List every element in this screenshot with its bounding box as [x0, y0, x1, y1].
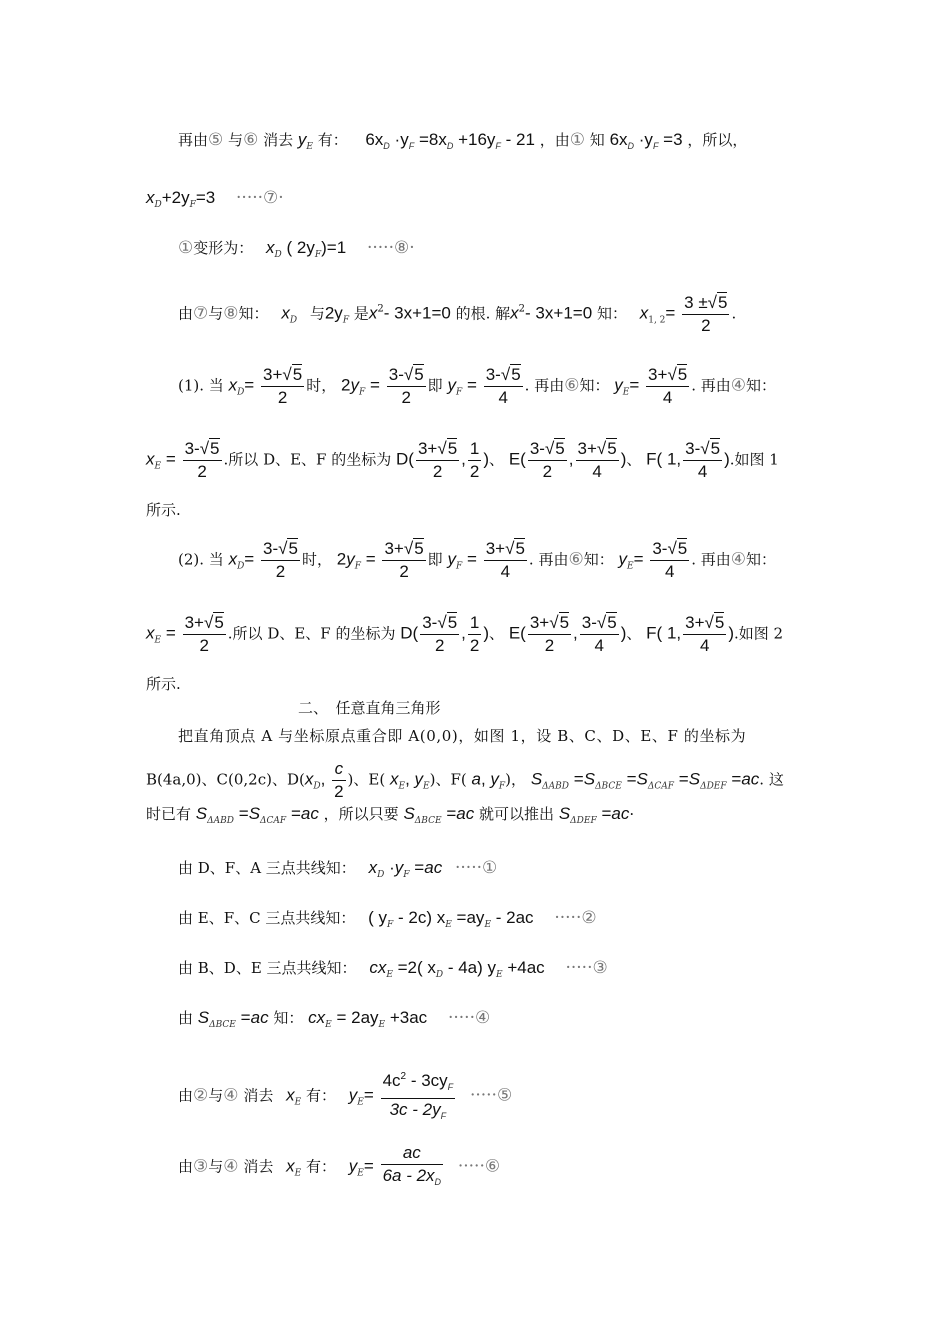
line-6: $x_E$ = $\frac{3-√5}{2}$ .所以 D、E、F 的坐标为 D( $\frac{3+√5}{2}$ , $\frac{1}{2}$ )、 E( $\frac{3-√5}{2}$ , $\frac{3+√5}{4}$ )、 F( 1, $\frac{3-√5}{4}$ ).如图 1 [146, 439, 779, 481]
equation-1: $6x_D \cdot y_F =8x_D +16y_F - 21$ [365, 130, 535, 151]
equation-line-6: 由③与④ 消去 $x_E$ 有： $y_E=$ $\frac{ac}{6a - 2x_D}$ ·····⑥ [178, 1143, 501, 1187]
circled-5: ⑤ [208, 130, 224, 150]
line-10: 所示. [146, 675, 181, 693]
line-8: (2). 当 $x_D=$ $\frac{3-√5}{2}$ 时， $2y_F$ = $\frac{3+√5}{2}$ 即 $y_F$ = $\frac{3+√5}{4}$ . 再由⑥知： $y_E=$ $\frac{3-√5}{4}$ . 再由④知： [178, 539, 777, 581]
line-4: 由⑦与⑧知： $x_D$ 与$2y_F$ 是$x^2-$ 3x+1=0 的根. 解$x^2-$ 3x+1=0 知： $x_{1, 2}=$ $\frac{3 \pm√5}{2}$ . [178, 293, 737, 335]
paragraph-1: 把直角顶点 A 与坐标原点重合即 A(0,0)，如图 1，设 B、C、D、E、F 的坐标为 [178, 727, 747, 745]
line-7: 所示. [146, 501, 181, 519]
line-3: ①变形为： $x_D$ ( $2y_F)=1$ ·····⑧· [178, 238, 415, 260]
equation-line-2: 由 E、F、C 三点共线知： ( $y_F - 2c$) $x_E =ay_E - 2ac$ ·····② [178, 908, 597, 930]
line-2: $x_D+2y_F=3$ ·····⑦· [146, 188, 284, 210]
line-9: $x_E$ = $\frac{3+√5}{2}$ .所以 D、E、F 的坐标为 D( $\frac{3-√5}{2}$ , $\frac{1}{2}$ )、 E( $\frac{3+√5}{2}$ , $\frac{3-√5}{4}$ )、 F( 1, $\frac{3+√5}{4}$ ).如图 2 [146, 613, 784, 655]
equation-line-1: 由 D、F、A 三点共线知： $x_D \cdot y_F =ac$ ·····① [178, 858, 498, 880]
equation-2: $6x_D \cdot y_F =3$ [609, 130, 683, 151]
line-1: 再由⑤ 与⑥ 消去 $y_E$ 有： $6x_D \cdot y_F =8x_D +16y_F - 21$ ，由① 知 $6x_D \cdot y_F =3$ ，所以， [178, 130, 748, 152]
paragraph-2: B(4a,0)、C(0,2c)、$D(x_D$, $\frac{c}{2}$ )、E( $x_E$, $y_E$)、F( a, $y_F$)， $S_{\Delta ABD} =S_{\Delta BCE} =S_{\Delta CAF} =S_{\Delta DEF} =ac$. 这 [146, 759, 784, 801]
line-5: (1). 当 $x_D=$ $\frac{3+√5}{2}$ 时， $2y_F$ = $\frac{3-√5}{2}$ 即 $y_F$ = $\frac{3-√5}{4}$ . 再由⑥知： $y_E=$ $\frac{3+√5}{4}$ . 再由④知： [178, 365, 777, 407]
equation-line-3: 由 B、D、E 三点共线知： $cx_E =2$( $x_D - 4a$) $y_E +4ac$ ·····③ [178, 958, 608, 980]
section-heading: 二、 任意直角三角形 [298, 699, 441, 717]
equation-line-4: 由 $S_{\Delta BCE} =ac$ 知： $cx_E = 2ay_E +3ac$ ·····④ [178, 1008, 491, 1030]
paragraph-3: 时已有 $S_{\Delta ABD} =S_{\Delta CAF} =ac$ ，所以只要 $S_{\Delta BCE} =ac$ 就可以推出 $S_{\Delta DEF} =ac\cdot$ [146, 804, 635, 826]
equation-line-5: 由②与④ 消去 $x_E$ 有： $y_E=$ $\frac{4c^2 - 3cy_F}{3c - 2y_F}$ ·····⑤ [178, 1066, 512, 1127]
